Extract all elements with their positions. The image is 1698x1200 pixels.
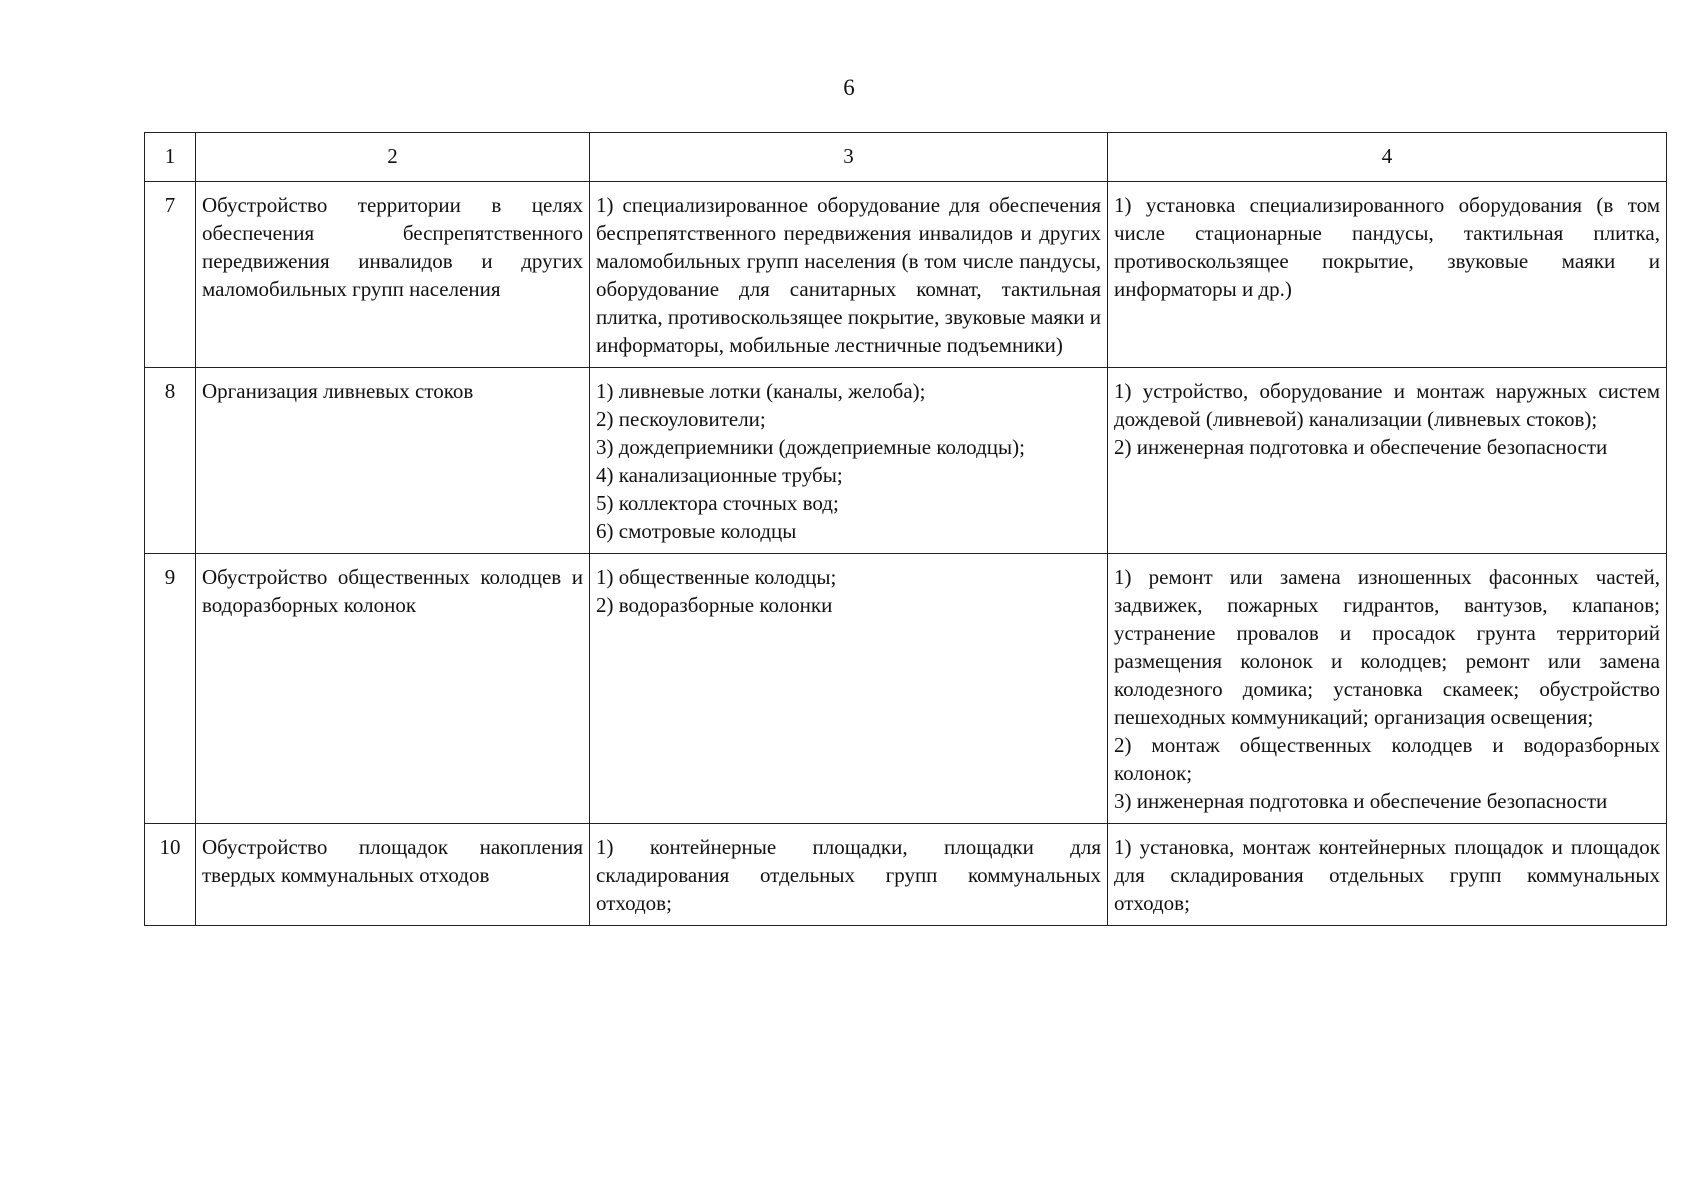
element-item: 4) канализационные трубы; <box>596 463 843 487</box>
work-item: 1) установка специализированного оборудования (в том числе стационарные пандусы, тактильная плитка, противоскользящее покрытие, звуковые маяки и информаторы и др.) <box>1114 193 1660 301</box>
work-item: 3) инженерная подготовка и обеспечение безопасности <box>1114 789 1608 813</box>
work-item: 2) монтаж общественных колодцев и водоразборных колонок; <box>1114 733 1660 785</box>
element-item: 1) общественные колодцы; <box>596 565 837 589</box>
header-cell: 2 <box>196 133 590 182</box>
work-item: 1) ремонт или замена изношенных фасонных частей, задвижек, пожарных гидрантов, вантузов, клапанов; устранение провалов и просадок грунта территорий размещения колонок и колодцев; ремонт или замена колодезного домика; установка скамеек; обустройство пешеходных коммуникаций; организация освещения; <box>1114 565 1660 729</box>
row-name: Обустройство территории в целях обеспечения беспрепятственного передвижения инвалидов и других маломобильных групп населения <box>196 182 590 368</box>
row-elements <box>590 554 1108 824</box>
row-works <box>1108 554 1667 824</box>
work-item: 2) инженерная подготовка и обеспечение безопасности <box>1114 435 1608 459</box>
element-item: 1) контейнерные площадки, площадки для складирования отдельных групп коммунальных отходов; <box>596 835 1101 915</box>
work-item: 1) установка, монтаж контейнерных площадок и площадок для складирования отдельных групп коммунальных отходов; <box>1114 835 1660 915</box>
row-works <box>1108 824 1667 926</box>
row-elements <box>590 182 1108 368</box>
works-table <box>144 132 1667 926</box>
row-works <box>1108 368 1667 554</box>
work-item: 1) устройство, оборудование и монтаж наружных систем дождевой (ливневой) канализации (ливневых стоков); <box>1114 379 1660 431</box>
row-name: Обустройство площадок накопления твердых коммунальных отходов <box>196 824 590 926</box>
row-number: 7 <box>145 182 196 368</box>
header-cell: 4 <box>1108 133 1667 182</box>
element-item: 2) пескоуловители; <box>596 407 766 431</box>
row-number: 10 <box>145 824 196 926</box>
table-row <box>145 182 1667 368</box>
row-name: Организация ливневых стоков <box>196 368 590 554</box>
page-number: 6 <box>843 75 855 100</box>
table-row <box>145 824 1667 926</box>
row-name: Обустройство общественных колодцев и водоразборных колонок <box>196 554 590 824</box>
element-item: 6) смотровые колодцы <box>596 519 797 543</box>
table-header-row <box>145 133 1667 182</box>
row-elements <box>590 368 1108 554</box>
row-number: 8 <box>145 368 196 554</box>
header-cell: 1 <box>145 133 196 182</box>
element-item: 1) ливневые лотки (каналы, желоба); <box>596 379 926 403</box>
row-elements <box>590 824 1108 926</box>
row-works <box>1108 182 1667 368</box>
table-row <box>145 368 1667 554</box>
element-item: 1) специализированное оборудование для обеспечения беспрепятственного передвижения инвалидов и других маломобильных групп населения (в том числе пандусы, оборудование для санитарных комнат, тактильная плитка, противоскользящее покрытие, звуковые маяки и информаторы, мобильные лестничные подъемники) <box>596 193 1101 357</box>
element-item: 2) водоразборные колонки <box>596 593 833 617</box>
element-item: 3) дождеприемники (дождеприемные колодцы); <box>596 435 1025 459</box>
header-cell: 3 <box>590 133 1108 182</box>
element-item: 5) коллектора сточных вод; <box>596 491 839 515</box>
table-row <box>145 554 1667 824</box>
row-number: 9 <box>145 554 196 824</box>
